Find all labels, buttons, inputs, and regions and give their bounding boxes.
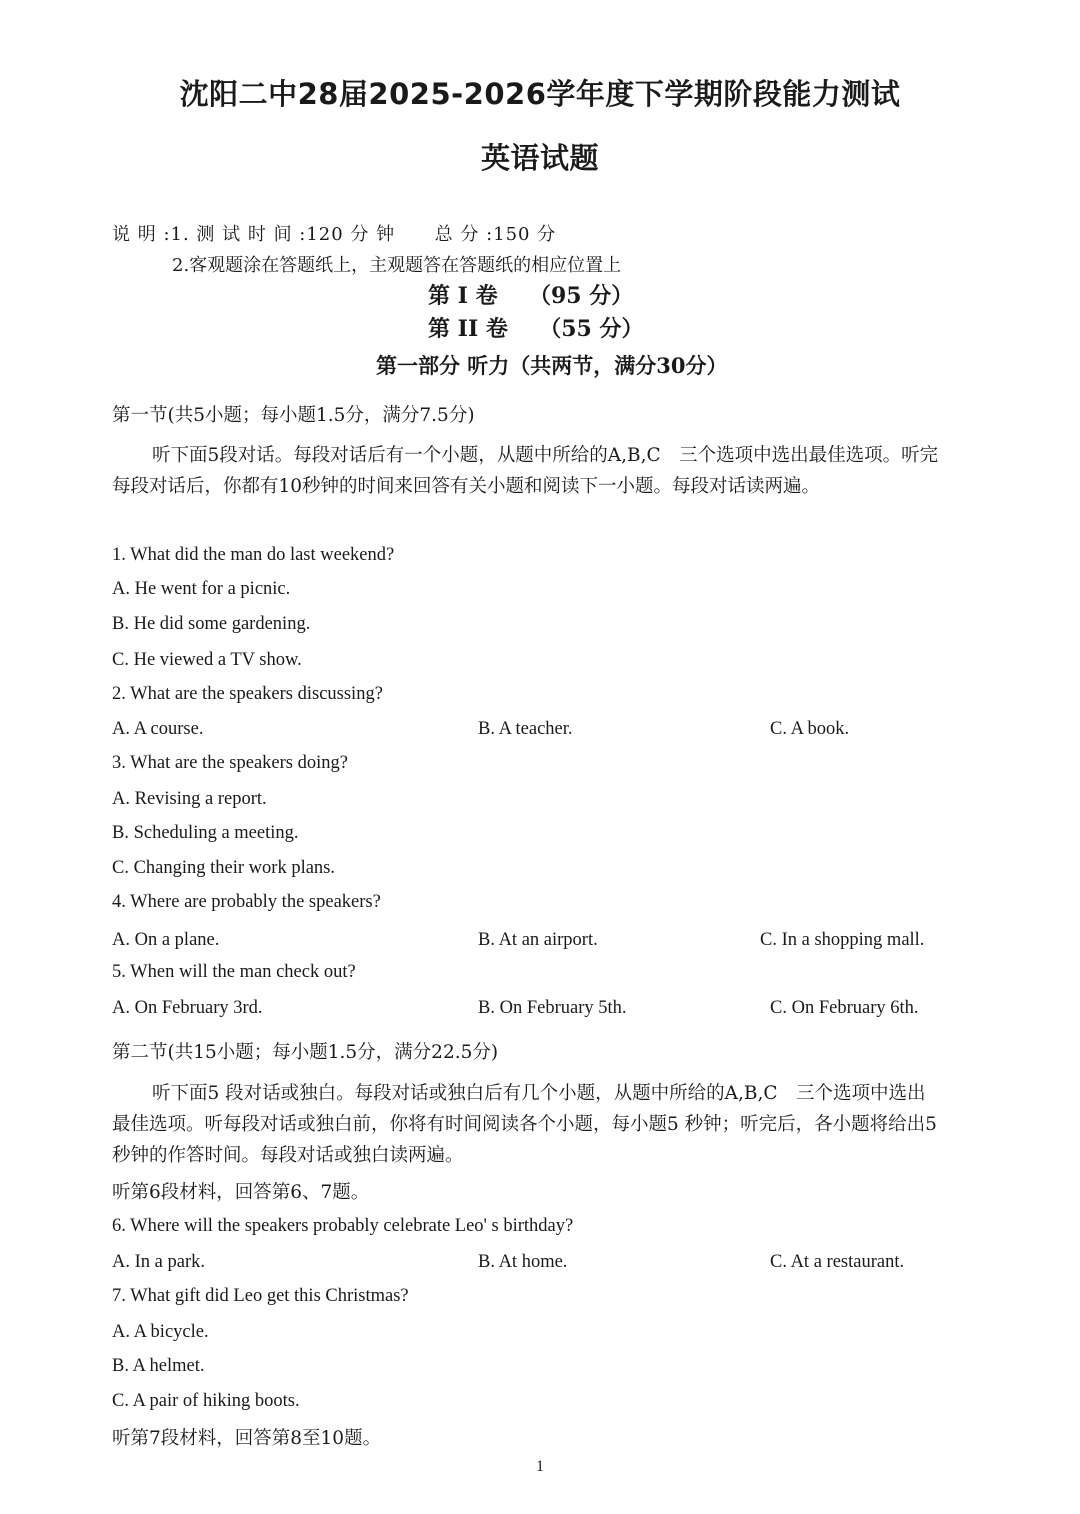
section-2-title: 第二节(共15小题；每小题1.5分，满分22.5分) — [112, 1042, 499, 1063]
question-3-option-a: A. Revising a report. — [112, 789, 267, 809]
volume-2-score: （55 分） — [539, 316, 644, 342]
question-3-option-c: C. Changing their work plans. — [112, 858, 336, 878]
exam-subtitle: 英语试题 — [480, 141, 599, 175]
note-line-2: 2.客观题涂在答题纸上，主观题答在答题纸的相应位置上 — [172, 255, 622, 276]
question-3-stem: 3. What are the speakers doing? — [112, 753, 348, 773]
question-7-stem: 7. What gift did Leo get this Christmas? — [112, 1286, 409, 1306]
question-4-option-c: C. In a shopping mall. — [760, 930, 925, 950]
question-1-option-b: B. He did some gardening. — [112, 614, 311, 634]
note-line-1 — [112, 220, 556, 246]
question-6-stem: 6. Where will the speakers probably celebrate Leo' s birthday? — [112, 1216, 574, 1236]
question-2-stem: 2. What are the speakers discussing? — [112, 684, 383, 704]
question-6-option-c: C. At a restaurant. — [770, 1252, 905, 1272]
section-1-instructions: 听下面5段对话。每段对话后有一个小题，从题中所给的A,B,C 三个选项中选出最佳选项。听完每段对话后，你都有10秒钟的时间来回答有关小题和阅读下一小题。每段对话读两遍。 — [112, 445, 939, 497]
question-6-option-a: A. In a park. — [112, 1252, 205, 1272]
section-2-instructions: 听下面5 段对话或独白。每段对话或独白后有几个小题，从题中所给的A,B,C 三个选项中选出最佳选项。听每段对话或独白前，你将有时间阅读各个小题，每小题5 秒钟；听完后，各小题将给出5 秒钟的作答时间。每段对话或独白读两遍。 — [112, 1083, 937, 1166]
question-5-option-b: B. On February 5th. — [478, 998, 627, 1018]
question-2-option-c: C. A book. — [770, 719, 850, 739]
question-2-option-a: A. A course. — [112, 719, 204, 739]
question-4-option-a: A. On a plane. — [112, 930, 220, 950]
section-1-title: 第一节(共5小题；每小题1.5分，满分7.5分) — [112, 405, 475, 426]
volume-2-name: 第 II 卷 — [428, 316, 508, 342]
question-6-option-b: B. At home. — [478, 1252, 568, 1272]
question-7-option-c: C. A pair of hiking boots. — [112, 1391, 300, 1411]
question-7-option-b: B. A helmet. — [112, 1356, 205, 1376]
volume-1-name: 第 I 卷 — [428, 283, 498, 309]
material-7-instruction: 听第7段材料，回答第8至10题。 — [112, 1428, 382, 1449]
question-1-option-c: C. He viewed a TV show. — [112, 650, 302, 670]
page-number: 1 — [536, 1458, 544, 1475]
question-4-stem: 4. Where are probably the speakers? — [112, 892, 381, 912]
question-2-option-b: B. A teacher. — [478, 719, 573, 739]
volume-1-score: （95 分） — [528, 283, 634, 309]
exam-title: 沈阳二中28届2025-2026学年度下学期阶段能力测试 — [179, 77, 901, 111]
part-1-title: 第一部分 听力（共两节，满分30分） — [376, 353, 728, 378]
question-5-option-c: C. On February 6th. — [770, 998, 919, 1018]
question-4-option-b: B. At an airport. — [478, 930, 598, 950]
question-3-option-b: B. Scheduling a meeting. — [112, 823, 299, 843]
material-6-instruction: 听第6段材料，回答第6、7题。 — [112, 1182, 370, 1203]
question-5-stem: 5. When will the man check out? — [112, 962, 356, 982]
question-1-option-a: A. He went for a picnic. — [112, 579, 291, 599]
question-7-option-a: A. A bicycle. — [112, 1322, 209, 1342]
note-total: 总 分 :150 分 — [434, 224, 557, 245]
note-time: 说 明 :1. 测 试 时 间 :120 分 钟 — [112, 224, 396, 245]
question-5-option-a: A. On February 3rd. — [112, 998, 263, 1018]
volume-2 — [428, 312, 644, 343]
volume-1 — [428, 279, 633, 310]
question-1-stem: 1. What did the man do last weekend? — [112, 545, 395, 565]
